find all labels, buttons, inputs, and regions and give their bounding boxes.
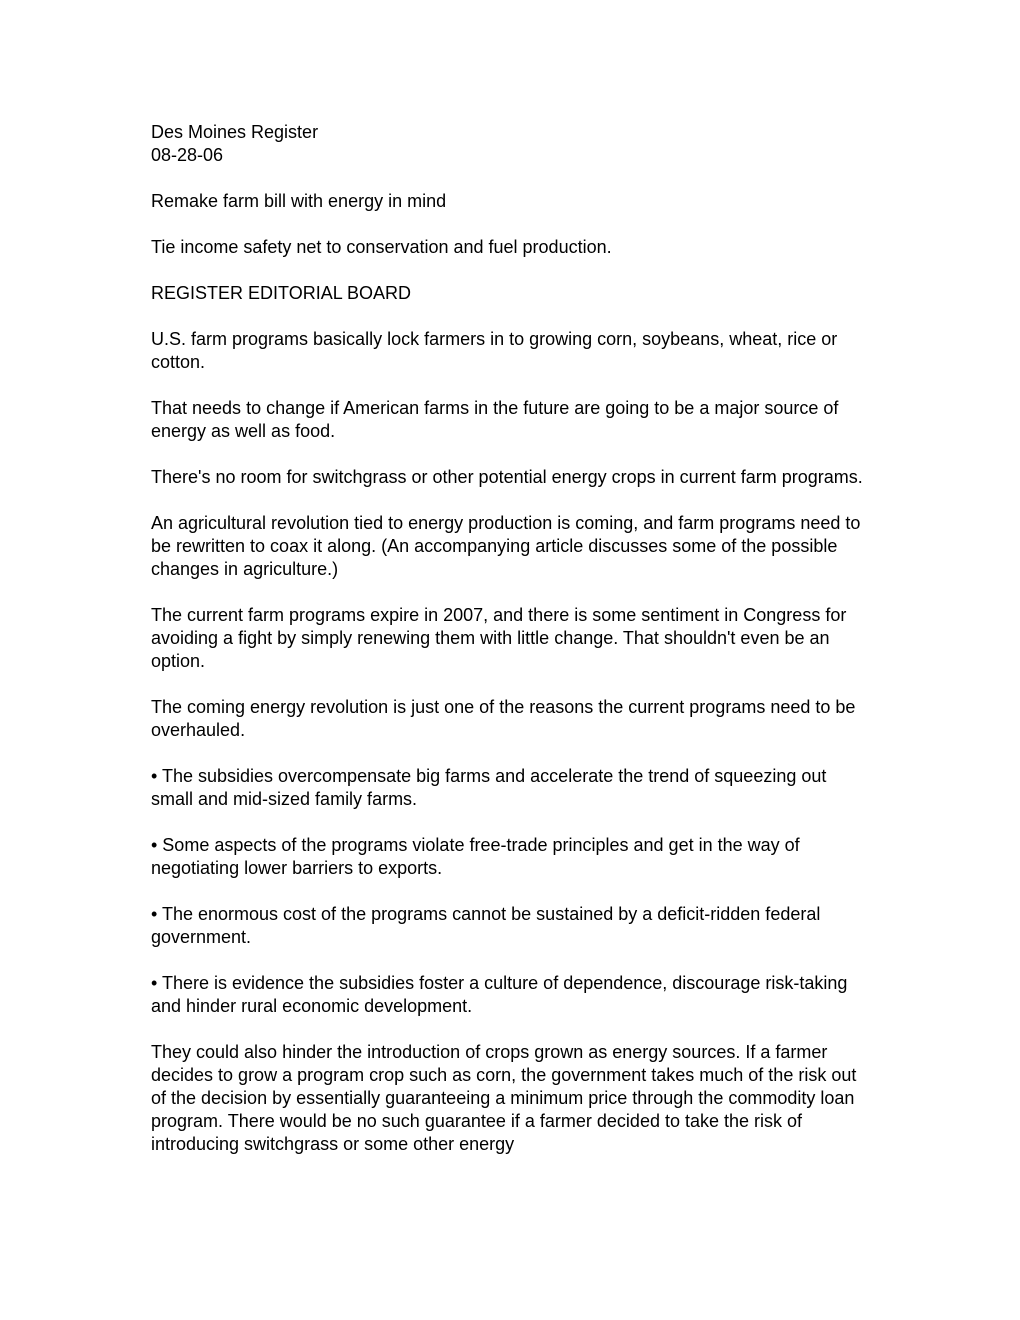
paragraph: There's no room for switchgrass or other potential energy crops in current farm programs. — [151, 467, 863, 487]
bullet-item: • The enormous cost of the programs cannot be sustained by a deficit-ridden federal government. — [151, 904, 821, 947]
paragraph: U.S. farm programs basically lock farmers in to growing corn, soybeans, wheat, rice or cotton. — [151, 329, 838, 372]
document-page — [151, 121, 871, 1179]
byline: REGISTER EDITORIAL BOARD — [151, 283, 412, 303]
bullet-item: • Some aspects of the programs violate free-trade principles and get in the way of negotiating lower barriers to exports. — [151, 835, 800, 878]
paragraph: An agricultural revolution tied to energy production is coming, and farm programs need to be rewritten to coax it along. (An accompanying article discusses some of the possible changes in agriculture.) — [151, 513, 861, 579]
paragraph: The current farm programs expire in 2007, and there is some sentiment in Congress for avoiding a fight by simply renewing them with little change. That shouldn't even be an option. — [151, 605, 847, 671]
paragraph: That needs to change if American farms in the future are going to be a major source of energy as well as food. — [151, 398, 839, 441]
paragraph: The coming energy revolution is just one of the reasons the current programs need to be overhauled. — [151, 697, 856, 740]
article-date: 08-28-06 — [151, 145, 224, 165]
bullet-item: • The subsidies overcompensate big farms and accelerate the trend of squeezing out small and mid-sized family farms. — [151, 766, 827, 809]
subhead: Tie income safety net to conservation and fuel production. — [151, 237, 612, 257]
source-name: Des Moines Register — [151, 122, 319, 142]
headline: Remake farm bill with energy in mind — [151, 191, 447, 211]
bullet-item: • There is evidence the subsidies foster a culture of dependence, discourage risk-taking and hinder rural economic development. — [151, 973, 848, 1016]
closing-paragraph: They could also hinder the introduction of crops grown as energy sources. If a farmer decides to grow a program crop such as corn, the government takes much of the risk out of the decision by essentially guaranteeing a minimum price through the commodity loan program. There would be no such guarantee if a farmer decided to take the risk of introducing switchgrass or some other energy — [151, 1042, 857, 1154]
bullet-list — [151, 765, 871, 1018]
